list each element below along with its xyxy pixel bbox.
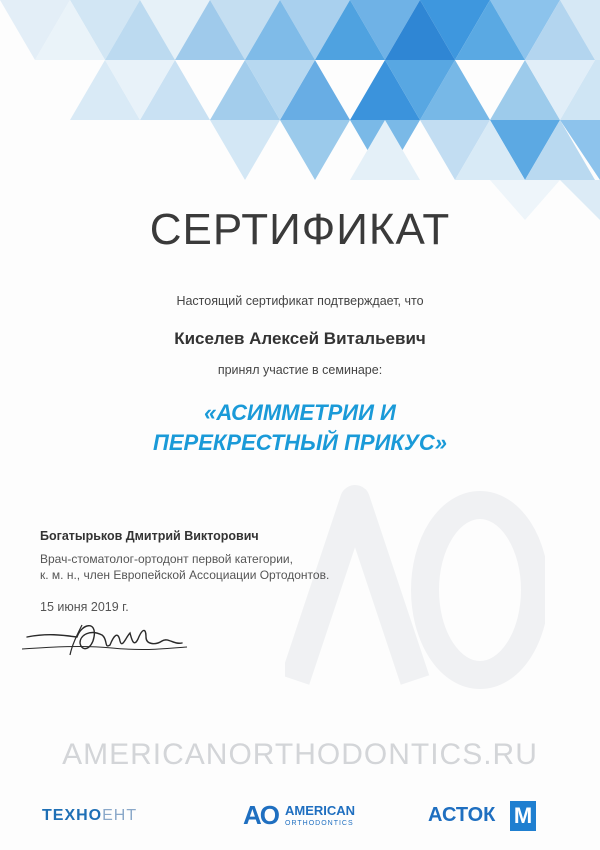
ao-logo-subtitle: ORTHODONTICS	[285, 820, 354, 827]
lecturer-position-line1: Врач-стоматолог-ортодонт первой категории,	[40, 552, 293, 566]
ao-logo-name: AMERICAN	[285, 803, 356, 818]
technodent-logo	[42, 807, 137, 825]
technodent-logo-left: ТЕХН	[42, 807, 89, 824]
astok-logo-mark: М	[510, 801, 536, 831]
signature-image	[22, 615, 192, 660]
website-url: AMERICANORTHODONTICS.RU	[62, 738, 538, 771]
lecturer-position	[40, 551, 370, 583]
technodent-logo-o: О	[88, 807, 103, 824]
certificate-title: СЕРТИФИКАТ	[149, 205, 451, 254]
lecturer-position-line2: к. м. н., член Европейской Ассоциации Ортодонтов.	[40, 568, 330, 582]
technodent-logo-right: ЕНТ	[102, 807, 138, 824]
lecturer-name: Богатырьков Дмитрий Викторович	[40, 529, 259, 543]
recipient-name: Киселев Алексей Витальевич	[174, 329, 426, 348]
seminar-title-line2: ПЕРЕКРЕСТНЫЙ ПРИКУС»	[153, 430, 447, 455]
seminar-title	[0, 398, 600, 458]
certificate-date: 15 июня 2019 г.	[40, 600, 129, 614]
ao-logo-mark: AO	[243, 800, 278, 830]
seminar-title-line1: «АСИММЕТРИИ И	[204, 400, 396, 425]
participation-text: принял участие в семинаре:	[217, 363, 383, 377]
astok-logo-text: АСТОК	[428, 804, 496, 826]
confirm-text: Настоящий сертификат подтверждает, что	[176, 294, 424, 308]
triangle-pattern-decoration	[0, 0, 600, 220]
